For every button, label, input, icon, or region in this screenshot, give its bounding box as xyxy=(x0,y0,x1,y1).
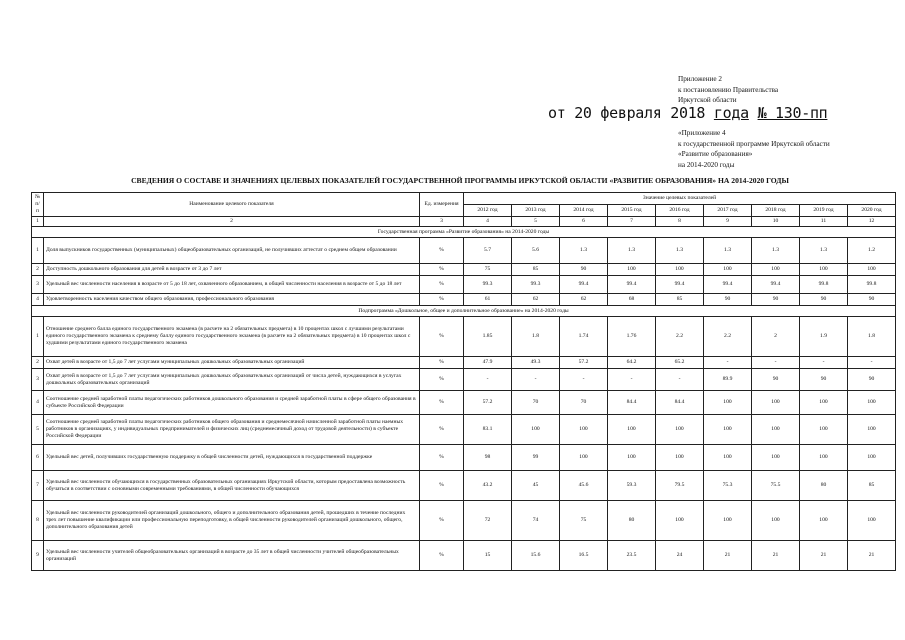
region-name: Иркутской области xyxy=(678,96,737,104)
program-appendix-number: «Приложение 4 xyxy=(678,129,726,137)
value-cell: 85 xyxy=(512,264,560,276)
value-cell: 5.6 xyxy=(512,238,560,264)
value-cell: 45.6 xyxy=(560,471,608,501)
value-cell: 90 xyxy=(560,264,608,276)
value-cell: 62 xyxy=(560,294,608,306)
value-cell: 85 xyxy=(656,294,704,306)
unit: % xyxy=(420,238,464,264)
value-cell: 100 xyxy=(848,445,896,471)
value-cell: 47.9 xyxy=(464,357,512,369)
unit: % xyxy=(420,369,464,391)
table-row xyxy=(32,501,896,541)
value-cell: 100 xyxy=(848,501,896,541)
table-row xyxy=(32,415,896,445)
value-cell: 21 xyxy=(704,541,752,571)
decree-number: № 130-пп xyxy=(757,104,828,122)
value-cell: 85 xyxy=(848,471,896,501)
program-appendix-header xyxy=(678,128,893,170)
value-cell: 90 xyxy=(704,294,752,306)
indicator-name: Доступность дошкольного образования для детей в возрасте от 3 до 7 лет xyxy=(44,264,420,276)
table-row xyxy=(32,471,896,501)
column-number: 5 xyxy=(512,217,560,227)
decree-year-word: года xyxy=(713,104,749,122)
program-ref: к государственной программе Иркутской области xyxy=(678,139,830,148)
value-cell: 89.9 xyxy=(704,369,752,391)
value-cell: 75 xyxy=(464,264,512,276)
unit: % xyxy=(420,501,464,541)
value-cell: 84.4 xyxy=(608,391,656,415)
value-cell: 99.3 xyxy=(512,276,560,294)
value-cell: 90 xyxy=(848,294,896,306)
value-cell: 61 xyxy=(464,294,512,306)
value-cell: 1.8 xyxy=(848,317,896,357)
unit: % xyxy=(420,445,464,471)
value-cell: 99 xyxy=(512,445,560,471)
value-cell: 1.74 xyxy=(560,317,608,357)
column-number: 1 xyxy=(32,217,44,227)
value-cell: 21 xyxy=(800,541,848,571)
value-cell: 1.9 xyxy=(800,317,848,357)
value-cell: 99.4 xyxy=(752,276,800,294)
year-header: 2017 год xyxy=(704,205,752,217)
value-cell: 100 xyxy=(608,445,656,471)
col-no-header: № п/п xyxy=(32,193,44,217)
value-cell: 62 xyxy=(512,294,560,306)
value-cell: 1.3 xyxy=(656,238,704,264)
indicator-name: Доля выпускников государственных (муниципальных) общеобразовательных организаций, не получивших аттестат о среднем общем образовании xyxy=(44,238,420,264)
value-cell: 99.3 xyxy=(464,276,512,294)
value-cell: - xyxy=(848,357,896,369)
value-cell: 100 xyxy=(800,264,848,276)
year-header: 2012 год xyxy=(464,205,512,217)
value-cell: 99.4 xyxy=(608,276,656,294)
value-cell: 75.3 xyxy=(704,471,752,501)
value-cell: - xyxy=(608,369,656,391)
value-cell: 90 xyxy=(752,369,800,391)
year-header: 2013 год xyxy=(512,205,560,217)
document-title: СВЕДЕНИЯ О СОСТАВЕ И ЗНАЧЕНИЯХ ЦЕЛЕВЫХ ПОКАЗАТЕЛЕЙ ГОСУДАРСТВЕННОЙ ПРОГРАММЫ ИРКУТСКОЙ ОБЛАСТИ «РАЗВИТИЕ ОБРАЗОВАНИЯ» НА 2014-2020 ГОДЫ xyxy=(131,176,789,185)
indicator-name: Удельный вес детей, получивших государственную поддержку в общей численности детей, нуждающихся в государственной поддержке xyxy=(44,445,420,471)
value-cell: 2.2 xyxy=(656,317,704,357)
value-cell: 2.2 xyxy=(704,317,752,357)
value-cell: 100 xyxy=(800,501,848,541)
value-cell: 90 xyxy=(848,369,896,391)
decree-date: от 20 февраля 2018 xyxy=(548,104,706,122)
value-cell: 1.3 xyxy=(560,238,608,264)
indicator-name: Соотношение средней заработной платы педагогических работников дошкольного образования и средней заработной платы в сфере общего образования в субъекте Российской Федерации xyxy=(44,391,420,415)
value-cell: 100 xyxy=(752,264,800,276)
value-cell: 43.2 xyxy=(464,471,512,501)
row-number: 1 xyxy=(32,238,44,264)
value-cell: - xyxy=(752,357,800,369)
value-cell: 15 xyxy=(464,541,512,571)
row-number: 2 xyxy=(32,357,44,369)
section-row xyxy=(32,227,896,238)
unit: % xyxy=(420,357,464,369)
indicator-name: Соотношение средней заработной платы педагогических работников общего образования и среднемесячной начисленной заработной платы наемных работников в организациях, у индивидуальных предпринимателей и физических лиц (среднемесячный доход от трудовой деятельности) в субъекте Российской Федерации xyxy=(44,415,420,445)
value-cell: 100 xyxy=(752,501,800,541)
value-cell: 1.3 xyxy=(608,238,656,264)
column-numbers-row xyxy=(32,217,896,227)
indicator-name: Удельный вес численности населения в возрасте от 5 до 18 лет, охваченного образованием, в общей численности населения в возрасте от 5 до 18 лет xyxy=(44,276,420,294)
row-number: 4 xyxy=(32,391,44,415)
column-number: 3 xyxy=(420,217,464,227)
column-number: 10 xyxy=(752,217,800,227)
value-cell: 100 xyxy=(560,415,608,445)
value-cell: - xyxy=(464,369,512,391)
value-cell: 100 xyxy=(752,415,800,445)
value-cell: 74 xyxy=(512,501,560,541)
indicator-name: Охват детей в возрасте от 1,5 до 7 лет услугами муниципальных дошкольных образовательных организаций от числа детей, нуждающихся в услугах дошкольных образовательных организаций xyxy=(44,369,420,391)
value-cell: 100 xyxy=(752,391,800,415)
indicator-name: Удельный вес численности обучающихся в государственных образовательных организациях Иркутской области, которым предоставлена возможность обучаться в соответствии с основными современными требованиями, в общей численности обучающихся xyxy=(44,471,420,501)
value-cell: 100 xyxy=(656,445,704,471)
row-number: 1 xyxy=(32,317,44,357)
program-years: на 2014-2020 годы xyxy=(678,160,735,169)
value-cell: 100 xyxy=(656,501,704,541)
unit: % xyxy=(420,276,464,294)
value-cell: 1.8 xyxy=(512,317,560,357)
value-cell: 21 xyxy=(752,541,800,571)
value-cell: 100 xyxy=(800,445,848,471)
value-cell: 100 xyxy=(704,415,752,445)
value-cell: 21 xyxy=(848,541,896,571)
row-number: 8 xyxy=(32,501,44,541)
column-number: 11 xyxy=(800,217,848,227)
table-row xyxy=(32,541,896,571)
unit: % xyxy=(420,317,464,357)
column-number: 9 xyxy=(704,217,752,227)
row-number: 5 xyxy=(32,415,44,445)
value-cell: 100 xyxy=(848,391,896,415)
table-row xyxy=(32,391,896,415)
table-row xyxy=(32,357,896,369)
column-number: 12 xyxy=(848,217,896,227)
value-cell: 99.8 xyxy=(848,276,896,294)
indicators-table xyxy=(31,192,896,571)
section-row xyxy=(32,306,896,317)
value-cell: 23.5 xyxy=(608,541,656,571)
value-cell: 100 xyxy=(656,264,704,276)
value-cell: 5.7 xyxy=(464,238,512,264)
value-cell: 90 xyxy=(800,369,848,391)
row-number: 9 xyxy=(32,541,44,571)
value-cell: 83.1 xyxy=(464,415,512,445)
value-cell: 65.2 xyxy=(656,357,704,369)
year-header: 2015 год xyxy=(608,205,656,217)
indicator-name: Удельный вес численности руководителей организаций дошкольного, общего и дополнительного образования детей, прошедших в течение последних трех лет повышение квалификации или профессиональную переподготовку, в общей численности руководителей организаций дошкольного, общего, дополнительного образования детей xyxy=(44,501,420,541)
table-row xyxy=(32,369,896,391)
value-cell: 1.2 xyxy=(848,238,896,264)
value-cell: 98 xyxy=(464,445,512,471)
value-cell: - xyxy=(560,369,608,391)
table-row xyxy=(32,445,896,471)
value-cell: 84.4 xyxy=(656,391,704,415)
value-cell: 100 xyxy=(512,415,560,445)
value-cell: 64.2 xyxy=(608,357,656,369)
table-row xyxy=(32,294,896,306)
appendix-number: Приложение 2 xyxy=(678,75,722,83)
value-cell: 75 xyxy=(560,501,608,541)
column-number: 8 xyxy=(656,217,704,227)
value-cell: 2 xyxy=(752,317,800,357)
table-body xyxy=(32,227,896,571)
value-cell: 80 xyxy=(608,501,656,541)
value-cell: - xyxy=(656,369,704,391)
year-header: 2014 год xyxy=(560,205,608,217)
value-cell: 100 xyxy=(656,415,704,445)
value-cell: 100 xyxy=(800,415,848,445)
value-cell: 100 xyxy=(752,445,800,471)
value-cell: 90 xyxy=(752,294,800,306)
appendix-header xyxy=(678,74,893,106)
year-header: 2020 год xyxy=(848,205,896,217)
row-number: 3 xyxy=(32,369,44,391)
row-number: 2 xyxy=(32,264,44,276)
value-cell: 70 xyxy=(512,391,560,415)
value-cell: 99.8 xyxy=(800,276,848,294)
column-number: 6 xyxy=(560,217,608,227)
unit: % xyxy=(420,541,464,571)
unit: % xyxy=(420,415,464,445)
value-cell: 57.2 xyxy=(560,357,608,369)
value-cell: 1.85 xyxy=(464,317,512,357)
value-cell: 16.5 xyxy=(560,541,608,571)
row-number: 6 xyxy=(32,445,44,471)
section-title: Подпрограмма «Дошкольное, общее и дополнительное образование» на 2014-2020 годы xyxy=(32,306,896,317)
value-cell: 59.3 xyxy=(608,471,656,501)
row-number: 4 xyxy=(32,294,44,306)
value-cell: 24 xyxy=(656,541,704,571)
column-number: 7 xyxy=(608,217,656,227)
table-row xyxy=(32,317,896,357)
table-row xyxy=(32,238,896,264)
row-number: 3 xyxy=(32,276,44,294)
value-cell: 80 xyxy=(800,471,848,501)
table-row xyxy=(32,264,896,276)
value-cell: 99.4 xyxy=(656,276,704,294)
value-cell: 90 xyxy=(800,294,848,306)
program-name: «Развитие образования» xyxy=(678,150,753,158)
column-number: 4 xyxy=(464,217,512,227)
value-cell: 15.6 xyxy=(512,541,560,571)
table-header-row xyxy=(32,193,896,205)
value-cell: 1.3 xyxy=(704,238,752,264)
value-cell: 99.4 xyxy=(704,276,752,294)
unit: % xyxy=(420,264,464,276)
col-unit-header: Ед. измерения xyxy=(420,193,464,217)
value-cell: 100 xyxy=(848,415,896,445)
col-name-header: Наименование целевого показателя xyxy=(44,193,420,217)
value-cell: 100 xyxy=(608,264,656,276)
year-header: 2018 год xyxy=(752,205,800,217)
year-header: 2019 год xyxy=(800,205,848,217)
value-cell: 75.5 xyxy=(752,471,800,501)
value-cell: 100 xyxy=(704,391,752,415)
value-cell: 70 xyxy=(560,391,608,415)
year-header: 2016 год xyxy=(656,205,704,217)
column-number: 2 xyxy=(44,217,420,227)
row-number: 7 xyxy=(32,471,44,501)
col-values-header: Значение целевых показателей xyxy=(464,193,896,205)
value-cell: 100 xyxy=(560,445,608,471)
resolution-ref: к постановлению Правительства xyxy=(678,85,779,94)
unit: % xyxy=(420,471,464,501)
unit: % xyxy=(420,391,464,415)
value-cell: - xyxy=(704,357,752,369)
value-cell: 100 xyxy=(800,391,848,415)
value-cell: 1.3 xyxy=(752,238,800,264)
table-row xyxy=(32,276,896,294)
value-cell: 100 xyxy=(704,264,752,276)
value-cell: 45 xyxy=(512,471,560,501)
value-cell: 100 xyxy=(704,501,752,541)
section-title: Государственная программа «Развитие образования» на 2014-2020 годы xyxy=(32,227,896,238)
indicator-name: Отношение среднего балла единого государственного экзамена (в расчете на 2 обязательных предмета) в 10 процентах школ с лучшими результатами единого государственного экзамена к среднему баллу единого государственного экзамена (в расчете на 2 обязательных предмета) в 10 процентах школ с худшими результатами единого государственного экзамена xyxy=(44,317,420,357)
unit: % xyxy=(420,294,464,306)
value-cell: 72 xyxy=(464,501,512,541)
decree-line xyxy=(548,104,827,122)
value-cell: 100 xyxy=(608,415,656,445)
indicator-name: Удельный вес численности учителей общеобразовательных организаций в возрасте до 35 лет в общей численности учителей общеобразовательных организаций xyxy=(44,541,420,571)
value-cell: - xyxy=(512,369,560,391)
value-cell: 79.5 xyxy=(656,471,704,501)
value-cell: 100 xyxy=(848,264,896,276)
value-cell: 1.3 xyxy=(800,238,848,264)
value-cell: 100 xyxy=(704,445,752,471)
value-cell: 49.3 xyxy=(512,357,560,369)
indicator-name: Охват детей в возрасте от 1,5 до 7 лет услугами муниципальных дошкольных образовательных организаций xyxy=(44,357,420,369)
value-cell: 57.2 xyxy=(464,391,512,415)
value-cell: - xyxy=(800,357,848,369)
value-cell: 1.76 xyxy=(608,317,656,357)
value-cell: 68 xyxy=(608,294,656,306)
value-cell: 99.4 xyxy=(560,276,608,294)
indicator-name: Удовлетворенность населения качеством общего образования, профессионального образования xyxy=(44,294,420,306)
